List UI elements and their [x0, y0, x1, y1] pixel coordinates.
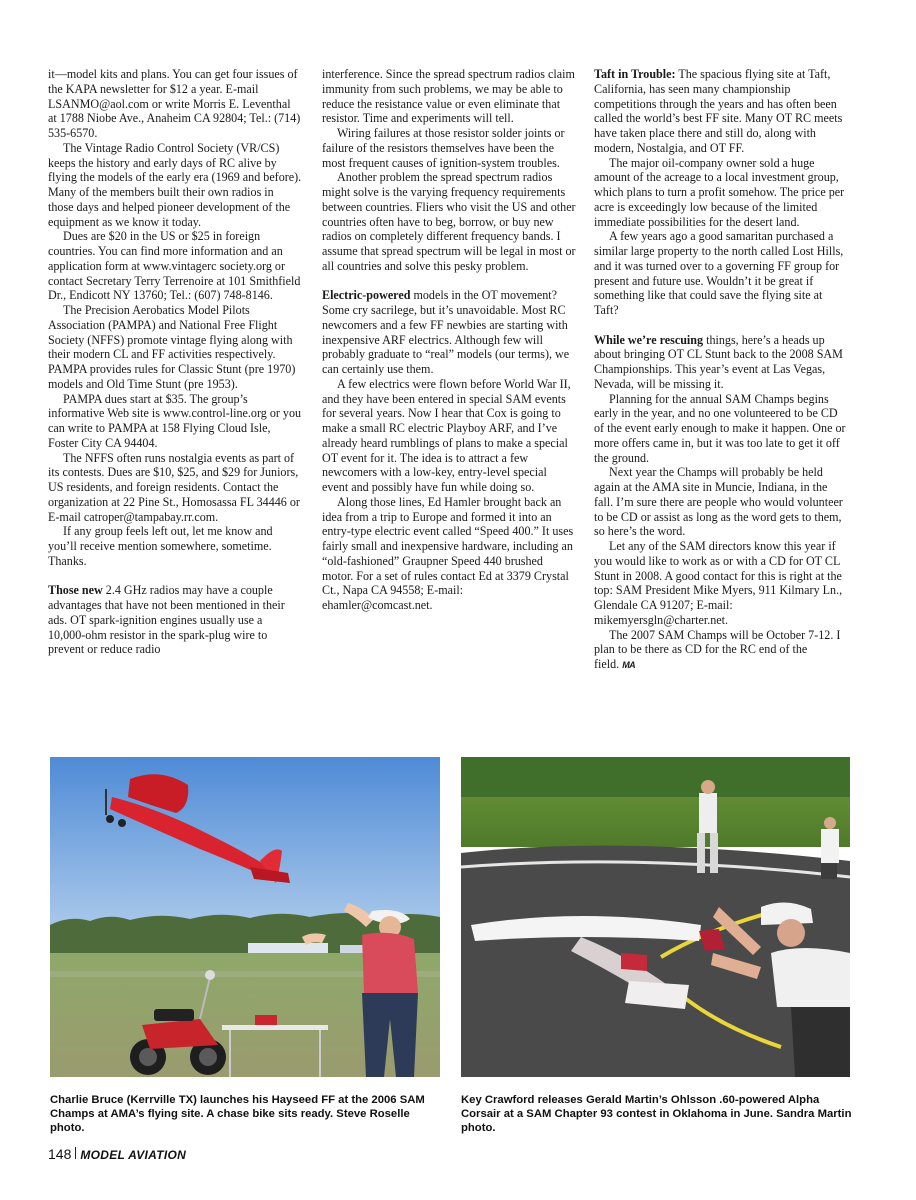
photo-illustration: [50, 757, 440, 1077]
section-lead: Taft in Trouble:: [594, 67, 676, 81]
page-footer: [48, 1146, 186, 1162]
section-text: 2.4 GHz radios may have a couple advantages that have not been mentioned in their ads. OT spark-ignition engines usually use a 10,000-ohm resistor in the spark-plug wire to prevent or reduce radio: [48, 583, 285, 657]
paragraph: it—model kits and plans. You can get four issues of the KAPA newsletter for $12 a year. E-mail LSANMO@aol.com or write Morris E. Leventhal at 1788 Niobe Ave., Anaheim CA 92804; Tel.: (714) 535-6570.: [48, 67, 301, 140]
paragraph: Planning for the annual SAM Champs begins early in the year, and no one volunteered to be CD of the event early enough to make it happen. One or more offers came in, but it was too late to get it off the ground.: [594, 391, 846, 465]
photo-launch-hayseed: [50, 757, 440, 1077]
paragraph: PAMPA dues start at $35. The group’s informative Web site is www.control-line.org or you can write to PAMPA at 158 Flying Cloud Isle, Foster City CA 94404.: [48, 391, 302, 450]
paragraph: Another problem the spread spectrum radios might solve is the varying frequency requirements between countries. Fliers who visit the US and other countries often have to beg, borrow, or buy new radios on completely different frequency bands. I assume that spread spectrum will be legal in most or all countries and solve this pesky problem.: [322, 170, 576, 273]
section-lead: Electric-powered: [322, 288, 411, 303]
text-column-3: [594, 67, 848, 673]
section-text: things, here’s a heads up about bringing OT CL Stunt back to the 2008 SAM Championships. This year’s event at Las Vegas, Nevada, will be missing it.: [594, 332, 843, 391]
paragraph: A few electrics were flown before World War II, and they have been entered in special SAM events for several years. Now I hear that Cox is going to make a small RC electric Playboy ARF, and I’ve already heard rumblings of plans to make a special OT event for it. The idea is to attract a few newcomers with a low-key, entry-level special event and possibly have fun while doing so.: [322, 376, 571, 494]
photo-caption-left: Charlie Bruce (Kerrville TX) launches his Hayseed FF at the 2006 SAM Champs at AMA’s flying site. A chase bike sits ready. Steve Roselle photo.: [50, 1094, 425, 1134]
magazine-name: MODEL AVIATION: [80, 1148, 187, 1162]
section-text: The spacious flying site at Taft, California, has seen many championship competitions through the years and has often been called the world’s best FF site. Many OT RC meets have taken place there and still do, along with modern, Nostalgia, and OT FF.: [594, 67, 843, 155]
paragraph: The major oil-company owner sold a huge amount of the acreage to a local investment group, which plans to turn a profit somehow. The price per acre is exceedingly low because of the limited immediate possibilities for the desert land.: [594, 155, 845, 229]
photo-launch-corsair: [461, 757, 850, 1077]
photo-caption-right: Key Crawford releases Gerald Martin’s Ohlsson .60-powered Alpha Corsair at a SAM Chapter 93 contest in Oklahoma in June. Sandra Martin photo.: [461, 1094, 852, 1134]
paragraph: interference. Since the spread spectrum radios claim immunity from such problems, we may be able to reduce the resistance value or even eliminate that resistor. Time and experiments will tell.: [322, 67, 575, 126]
section-lead: While we’re rescuing: [594, 332, 704, 347]
section-paragraph: [594, 333, 848, 392]
footer-divider: [75, 1147, 76, 1159]
paragraph: If any group feels left out, let me know and you’ll receive mention somewhere, sometime. Thanks.: [48, 524, 273, 568]
paragraph: Next year the Champs will probably be held again at the AMA site in Muncie, Indiana, in the fall. I’m sure there are people who would volunteer to be CD or assist as long as the word gets to them, so here’s the word.: [594, 465, 843, 539]
paragraph: The NFFS often runs nostalgia events as part of its contests. Dues are $10, $25, and $29 for Juniors, US residents, and foreign residents. Contact the organization at 22 Pine St., Homosassa FL 34446 or E-mail catroper@tampabay.rr.com.: [48, 450, 300, 524]
section-paragraph: [322, 288, 576, 377]
paragraph: Wiring failures at those resistor solder joints or failure of the resistors themselves have been the most frequent causes of ignition-system troubles.: [322, 126, 565, 170]
section-text: models in the OT movement? Some cry sacrilege, but it’s unavoidable. Most RC newcomers and a few FF newbies are starting with inexpensive ARF electrics. Although few will probably graduate to “real” models (our terms), we can certainly use them.: [322, 288, 570, 376]
paragraph: The Precision Aerobatics Model Pilots Association (PAMPA) and National Free Flight Society (NFFS) promote vintage flying along with their modern CL and FF activities respectively. PAMPA provides rules for Classic Stunt (pre 1970) models and Old Time Stunt (pre 1953).: [48, 303, 296, 391]
paragraph: [594, 628, 848, 673]
section-paragraph: [48, 583, 302, 657]
paragraph: Along those lines, Ed Hamler brought back an idea from a trip to Europe and formed it into an entry-type electric event called “Speed 400.” It uses fairly small and inexpensive hardware, including an “old-fashioned” Graupner Speed 440 brushed motor. For a set of rules contact Ed at 3379 Crystal Ct., Napa CA 94558; E-mail: ehamler@comcast.net.: [322, 494, 574, 612]
paragraph: A few years ago a good samaritan purchased a similar large property to the north called Lost Hills, and it was turned over to a governing FF group for present and future use. Wouldn’t it be great if something like that could save the flying site at Taft?: [594, 229, 844, 317]
closing-text: The 2007 SAM Champs will be October 7-12. I plan to be there as CD for the RC end of the field.: [594, 627, 841, 671]
section-paragraph: [594, 67, 848, 156]
paragraph: The Vintage Radio Control Society (VR/CS) keeps the history and early days of RC alive by flying the models of the early era (1969 and before). Many of the members built their own radios in those days and helped pioneer development of the equipment as we know it today.: [48, 140, 302, 229]
page-number: 148: [48, 1146, 72, 1162]
paragraph: Let any of the SAM directors know this year if you would like to work as or with a CD for OT CL Stunt in 2008. A good contact for this is right at the top: SAM President Mike Myers, 911 Kilmary Ln., Glendale CA 91207; E-mail: mikemyersgln@charter.net.: [594, 539, 843, 627]
paragraph: Dues are $20 in the US or $25 in foreign countries. You can find more information and an application form at www.vintagerc society.org or contact Secretary Terry Terrenoire at 101 Smithfield Dr., Endicott NY 13760; Tel.: (607) 748-8146.: [48, 229, 301, 303]
text-column-1: [48, 67, 302, 657]
end-mark-logo: MA: [622, 660, 636, 670]
photo-illustration: [461, 757, 850, 1077]
text-column-2: [322, 67, 576, 613]
section-lead: Those new: [48, 583, 103, 598]
